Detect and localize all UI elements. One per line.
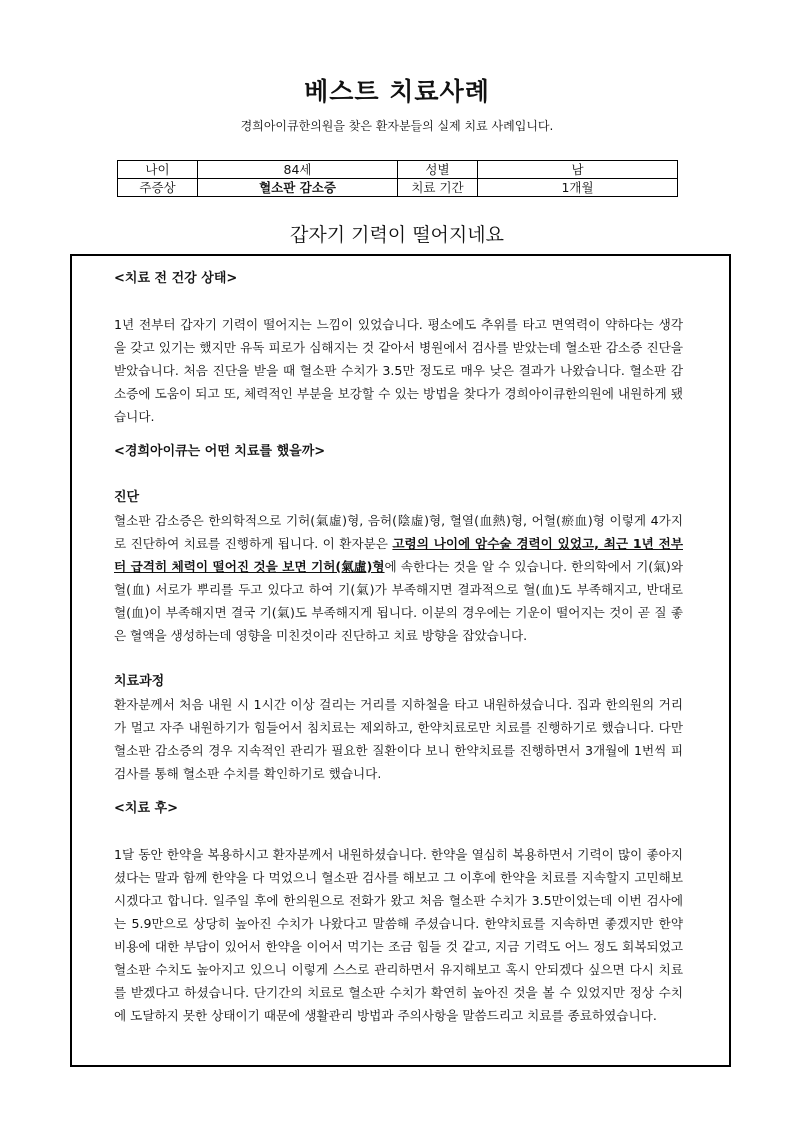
table-row	[118, 179, 678, 197]
table-row	[118, 161, 678, 179]
before-treatment-text: 1년 전부터 갑자기 기력이 떨어지는 느낌이 있었습니다. 평소에도 추위를 타고 면역력이 약하다는 생각을 갖고 있기는 했지만 유독 피로가 심해지는 것 같아서 병원에서 검사를 받았는데 혈소판 감소증 진단을 받았습니다. 처음 진단을 받을 때 혈소판 수치가 3.5만 정도로 매우 낮은 결과가 나왔습니다. 혈소판 감소증에 도움이 되고 또, 체력적인 부분을 보강할 수 있는 방법을 찾다가 경희아이큐한의원에 내원하게 됐습니다.	[114, 317, 683, 424]
gender-label: 성별	[398, 161, 478, 179]
page-subtitle: 경희아이큐한의원을 찾은 환자분들의 실제 치료 사례입니다.	[240, 119, 554, 133]
diagnosis-key-finding: 고령의 나이에 암수술 경력이 있었고, 최근 1년 전부터 급격히 체력이 떨어진 것을 보면 기허(氣虛)형	[114, 536, 683, 574]
symptom-label: 주증상	[118, 179, 198, 197]
period-value: 1개월	[478, 179, 678, 197]
gender-value: 남	[478, 161, 678, 179]
case-title: 갑자기 기력이 떨어지네요	[290, 224, 504, 246]
process-title: 치료과정	[114, 674, 165, 689]
process-text: 환자분께서 처음 내원 시 1시간 이상 걸리는 거리를 지하철을 타고 내원하셨습니다. 집과 한의원의 거리가 멀고 자주 내원하기가 힘들어서 침치료는 제외하고, 한약치료로만 치료를 진행하기로 했습니다. 다만 혈소판 감소증의 경우 지속적인 관리가 필요한 질환이다 보니 한약치료를 진행하면서 3개월에 1번씩 피검사를 통해 혈소판 수치를 확인하기로 했습니다.	[114, 697, 683, 781]
age-value: 84세	[198, 161, 398, 179]
symptom-value: 혈소판 감소증	[198, 179, 398, 197]
patient-info-table	[117, 160, 678, 197]
diagnosis-text-part-1: 혈소판 감소증은 한의학적으로 기허(氣虛)형, 음허(陰虛)형, 혈열(血熱)형, 어혈(瘀血)형 이렇게 4가지로 진단하여 치료를 진행하게 됩니다. 이 환자분은	[114, 513, 683, 551]
after-treatment-heading: <치료 후>	[114, 801, 178, 816]
age-label: 나이	[118, 161, 198, 179]
diagnosis-title: 진단	[114, 490, 140, 505]
diagnosis-text-part-2: 에 속한다는 것을 알 수 있습니다. 한의학에서 기(氣)와 혈(血) 서로가 뿌리를 두고 있다고 하여 기(氣)가 부족해지면 결과적으로 혈(血)도 부족해지고, 반대로 혈(血)이 부족해지면 결국 기(氣)도 부족해지게 됩니다. 이분의 경우에는 기운이 떨어지는 것이 곧 질 좋은 혈액을 생성하는데 영향을 미친것이라 진단하고 치료 방향을 잡았습니다.	[114, 559, 683, 643]
case-content	[114, 267, 683, 1027]
before-treatment-heading: <치료 전 건강 상태>	[114, 271, 238, 286]
diagnosis-text	[114, 509, 683, 647]
after-treatment-text: 1달 동안 한약을 복용하시고 환자분께서 내원하셨습니다. 한약을 열심히 복용하면서 기력이 많이 좋아지셨다는 말과 함께 한약을 다 먹었으니 혈소판 검사를 해보고 그 이후에 한약을 치료를 지속할지 고민해보시겠다고 합니다. 일주일 후에 한의원으로 전화가 왔고 처음 혈소판 수치가 3.5만이었는데 이번 검사에는 5.9만으로 상당히 높아진 수치가 나왔다고 말씀해 주셨습니다. 한약치료를 지속하면 좋겠지만 한약 비용에 대한 부담이 있어서 한약을 이어서 먹기는 조금 힘들 것 같고, 지금 기력도 어느 정도 회복되었고 혈소판 수치도 높아지고 있으니 이렇게 스스로 관리하면서 유지해보고 혹시 안되겠다 싶으면 다시 치료를 받겠다고 하셨습니다. 단기간의 치료로 혈소판 수치가 확연히 높아진 것을 볼 수 있었지만 정상 수치에 도달하지 못한 상태이기 때문에 생활관리 방법과 주의사항을 말씀드리고 치료를 종료하였습니다.	[114, 847, 683, 1023]
treatment-heading: <경희아이큐는 어떤 치료를 했을까>	[114, 444, 326, 459]
period-label: 치료 기간	[398, 179, 478, 197]
page-title: 베스트 치료사례	[304, 77, 490, 106]
